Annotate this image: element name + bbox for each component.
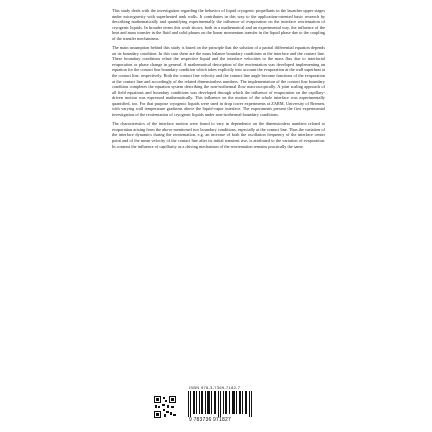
- isbn-label: ISBN 978-3-7369-7182-7: [189, 385, 241, 390]
- paragraph-intro: This study deals with the investigation regarding the behavior of liquid cryogenic propellants in the launcher upper stages under microgravity with superheated tank walls. It contributes in this way to the application-oriented basic research by describing mathematically and quantifying experimentally the influence of evaporation on the interface reorientation of cryogenic liquids. In broader terms this work shows, both in a mathematical and an experimental way, the influence of the heat and mass transfer in the fluid and solid phases on the linear momentum transfer in the liquid phase due to the coupling of the transfer mechanisms.: [112, 8, 325, 41]
- qr-code-icon: [153, 395, 177, 419]
- barcode-digits: 9 783736 971827: [189, 417, 231, 423]
- barcode-area: [149, 385, 299, 427]
- paragraph-results: The characteristics of the interface motion were found to vary in dependence on the dimensionless numbers related to evaporation arising from the above mentioned two boundary conditions, especially at the contact line. Thus the variation of the interface dynamics during the reorientation, e.g. an increase of both the oscillation frequency of the interface center point and of the mean velocity of the contact line after its initial transient rise, is attributed to the variation of evaporation. In contrast the influence of capillarity as a driving mechanism of the reorientation remains practically the same.: [112, 121, 325, 149]
- paragraph-method: The main assumption behind this study is based on the principle that the solution of a partial differential equation depends on its boundary condition. In this case these are the mass balance boundary conditions at the interface and the contact line. These boundary conditions relate the respective liquid and the interface velocities to the mass flux due to interfacial evaporation or phase change in general. A mathematical description of the reorientation was developed implementing an equation for the contact line boundary condition which takes explicitly into account the evaporation at the wall superheat at the contact line, respectively. Both the contact line velocity and the contact line angle become functions of the evaporation at the contact line and accordingly of the related dimensionless numbers. The implementation of the contact line boundary condition completes the equation system describing the non-isothermal flow macroscopically. A joint scaling approach of all field equations and boundary conditions was developed through which the influence of evaporation on the capillary-driven motion was expressed mathematically. This influence on the motion of the whole interface was experimentally quantified, too. For that purpose cryogenic liquids were used in drop tower experiments at ZARM, University of Bremen, with varying wall temperature gradients above the liquid-vapor interface. The experiments present the first experimental investigation of the reorientation of cryogenic liquids under non-isothermal boundary conditions.: [112, 45, 325, 117]
- abstract-text: [112, 8, 325, 149]
- barcode-icon: [187, 391, 253, 417]
